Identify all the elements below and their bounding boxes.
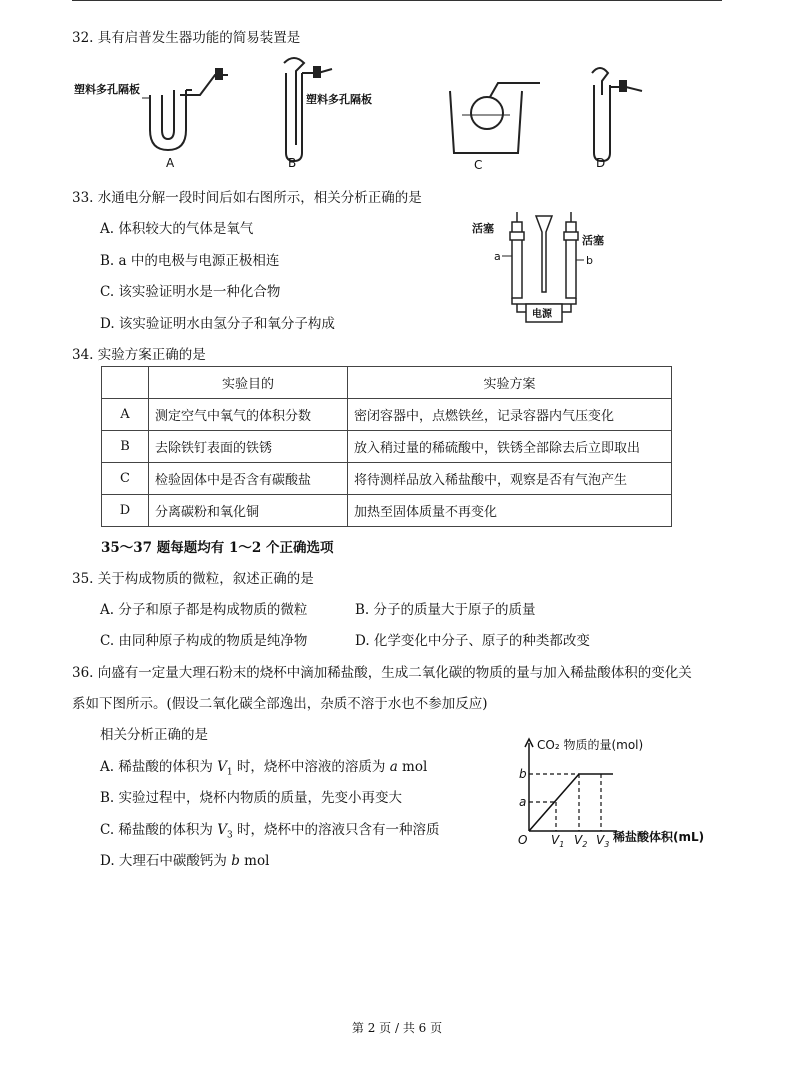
q33-option-c[interactable]: C. 该实验证明水是一种化合物 [100, 284, 281, 300]
q32-label-d: D [596, 156, 606, 170]
table-cell: 放入稍过量的稀硫酸中，铁锈全部除去后立即取出 [348, 431, 672, 463]
table-header-cell [102, 367, 149, 399]
table-cell: 密闭容器中，点燃铁丝，记录容器内气压变化 [348, 399, 672, 431]
q36-stem-line1: 36. 向盛有一定量大理石粉末的烧杯中滴加稀盐酸，生成二氧化碳的物质的量与加入稀盐酸体积的变化关 [72, 665, 692, 681]
q32-a-plate-label: 塑料多孔隔板 [74, 83, 140, 96]
section-note: 35～37 题每题均有 1～2 个正确选项 [101, 540, 334, 556]
q36-option-a-sub: 1 [226, 767, 233, 778]
q36-option-a-unit: mol [397, 759, 428, 775]
y-tick-label: a [519, 795, 527, 809]
q35-option-b[interactable]: B. 分子的质量大于原子的质量 [355, 602, 536, 618]
table-row[interactable] [102, 463, 672, 495]
q33-tube-b-label: b [586, 254, 593, 267]
q36-lead: 相关分析正确的是 [100, 727, 208, 743]
q36-option-a-var: V [217, 759, 227, 775]
table-cell: C [102, 463, 149, 495]
q32-label-c: C [474, 158, 483, 172]
table-cell: B [102, 431, 149, 463]
q32-label-b: B [288, 156, 297, 170]
y-axis-label: CO₂ 物质的量(mol) [537, 738, 644, 752]
q32-stem: 32. 具有启普发生器功能的简易装置是 [72, 30, 301, 46]
q36-option-a-var2: a [389, 759, 398, 775]
q36-option-c-text2: 时，烧杯中的溶液只含有一种溶质 [232, 822, 440, 838]
table-cell: 去除铁钉表面的铁锈 [149, 431, 348, 463]
top-rule [72, 0, 722, 1]
page-footer: 第 2 页 / 共 6 页 [351, 1021, 443, 1035]
q36-option-a-text: A. 稀盐酸的体积为 [100, 759, 218, 775]
q35-option-a[interactable]: A. 分子和原子都是构成物质的微粒 [100, 602, 308, 618]
table-row[interactable] [102, 431, 672, 463]
q35-stem: 35. 关于构成物质的微粒，叙述正确的是 [72, 571, 314, 587]
q33-option-b[interactable]: B. a 中的电极与电源正极相连 [100, 253, 280, 269]
apparatus-d [592, 68, 642, 161]
q36-stem-line2: 系如下图所示。(假设二氧化碳全部逸出，杂质不溶于水也不参加反应) [72, 696, 488, 712]
table-cell: 将待测样品放入稀盐酸中，观察是否有气泡产生 [348, 463, 672, 495]
q36-option-d-text: D. 大理石中碳酸钙为 [100, 853, 232, 869]
table-cell: 测定空气中氧气的体积分数 [149, 399, 348, 431]
q33-tube-a-label: a [494, 250, 501, 263]
q33-stem: 33. 水通电分解一段时间后如右图所示，相关分析正确的是 [72, 190, 422, 206]
table-cell: 检验固体中是否含有碳酸盐 [149, 463, 348, 495]
apparatus-c [450, 83, 540, 153]
q32-apparatus-figure [70, 55, 670, 175]
q34-table [101, 366, 672, 527]
table-header-row [102, 367, 672, 399]
table-cell: A [102, 399, 149, 431]
table-cell: 分离碳粉和氧化铜 [149, 495, 348, 527]
q36-option-d-var: b [231, 853, 240, 869]
q32-label-a: A [166, 156, 175, 170]
table-header-cell: 实验目的 [149, 367, 348, 399]
y-tick-label: b [519, 767, 527, 781]
table-row[interactable] [102, 495, 672, 527]
q34-stem: 34. 实验方案正确的是 [72, 347, 206, 363]
q33-stopcock-left: 活塞 [472, 222, 494, 235]
q36-option-c-var: V [217, 822, 227, 838]
x-tick-label: $V_2$ [574, 833, 588, 849]
q33-power-label: 电源 [532, 309, 552, 320]
x-tick-label: $V_3$ [596, 833, 610, 849]
q36-co2-chart [515, 735, 730, 850]
origin-label: O [518, 833, 528, 847]
table-row[interactable] [102, 399, 672, 431]
table-cell: 加热至固体质量不再变化 [348, 495, 672, 527]
q36-option-c[interactable] [100, 818, 440, 841]
q36-option-b[interactable]: B. 实验过程中，烧杯内物质的质量，先变小再变大 [100, 790, 403, 806]
q36-option-c-text: C. 稀盐酸的体积为 [100, 822, 218, 838]
q33-option-d[interactable]: D. 该实验证明水由氢分子和氧分子构成 [100, 316, 335, 332]
apparatus-a [150, 69, 228, 150]
q33-option-a[interactable]: A. 体积较大的气体是氧气 [100, 221, 254, 237]
x-tick-label: $V_1$ [551, 833, 565, 849]
q35-option-d[interactable]: D. 化学变化中分子、原子的种类都改变 [355, 633, 590, 649]
q33-electrolysis-figure [470, 208, 620, 328]
q36-option-a[interactable] [100, 755, 427, 778]
q36-option-a-text2: 时，烧杯中溶液的溶质为 [232, 759, 390, 775]
table-cell: D [102, 495, 149, 527]
q36-option-c-sub: 3 [226, 830, 233, 841]
q35-option-c[interactable]: C. 由同种原子构成的物质是纯净物 [100, 633, 308, 649]
q32-b-plate-label: 塑料多孔隔板 [306, 93, 372, 106]
q36-option-d-unit: mol [239, 853, 270, 869]
x-axis-label: 稀盐酸体积(mL) [613, 830, 705, 844]
q36-option-d[interactable] [100, 849, 269, 869]
q33-stopcock-right: 活塞 [582, 234, 604, 247]
apparatus-b [284, 58, 332, 161]
table-header-cell: 实验方案 [348, 367, 672, 399]
